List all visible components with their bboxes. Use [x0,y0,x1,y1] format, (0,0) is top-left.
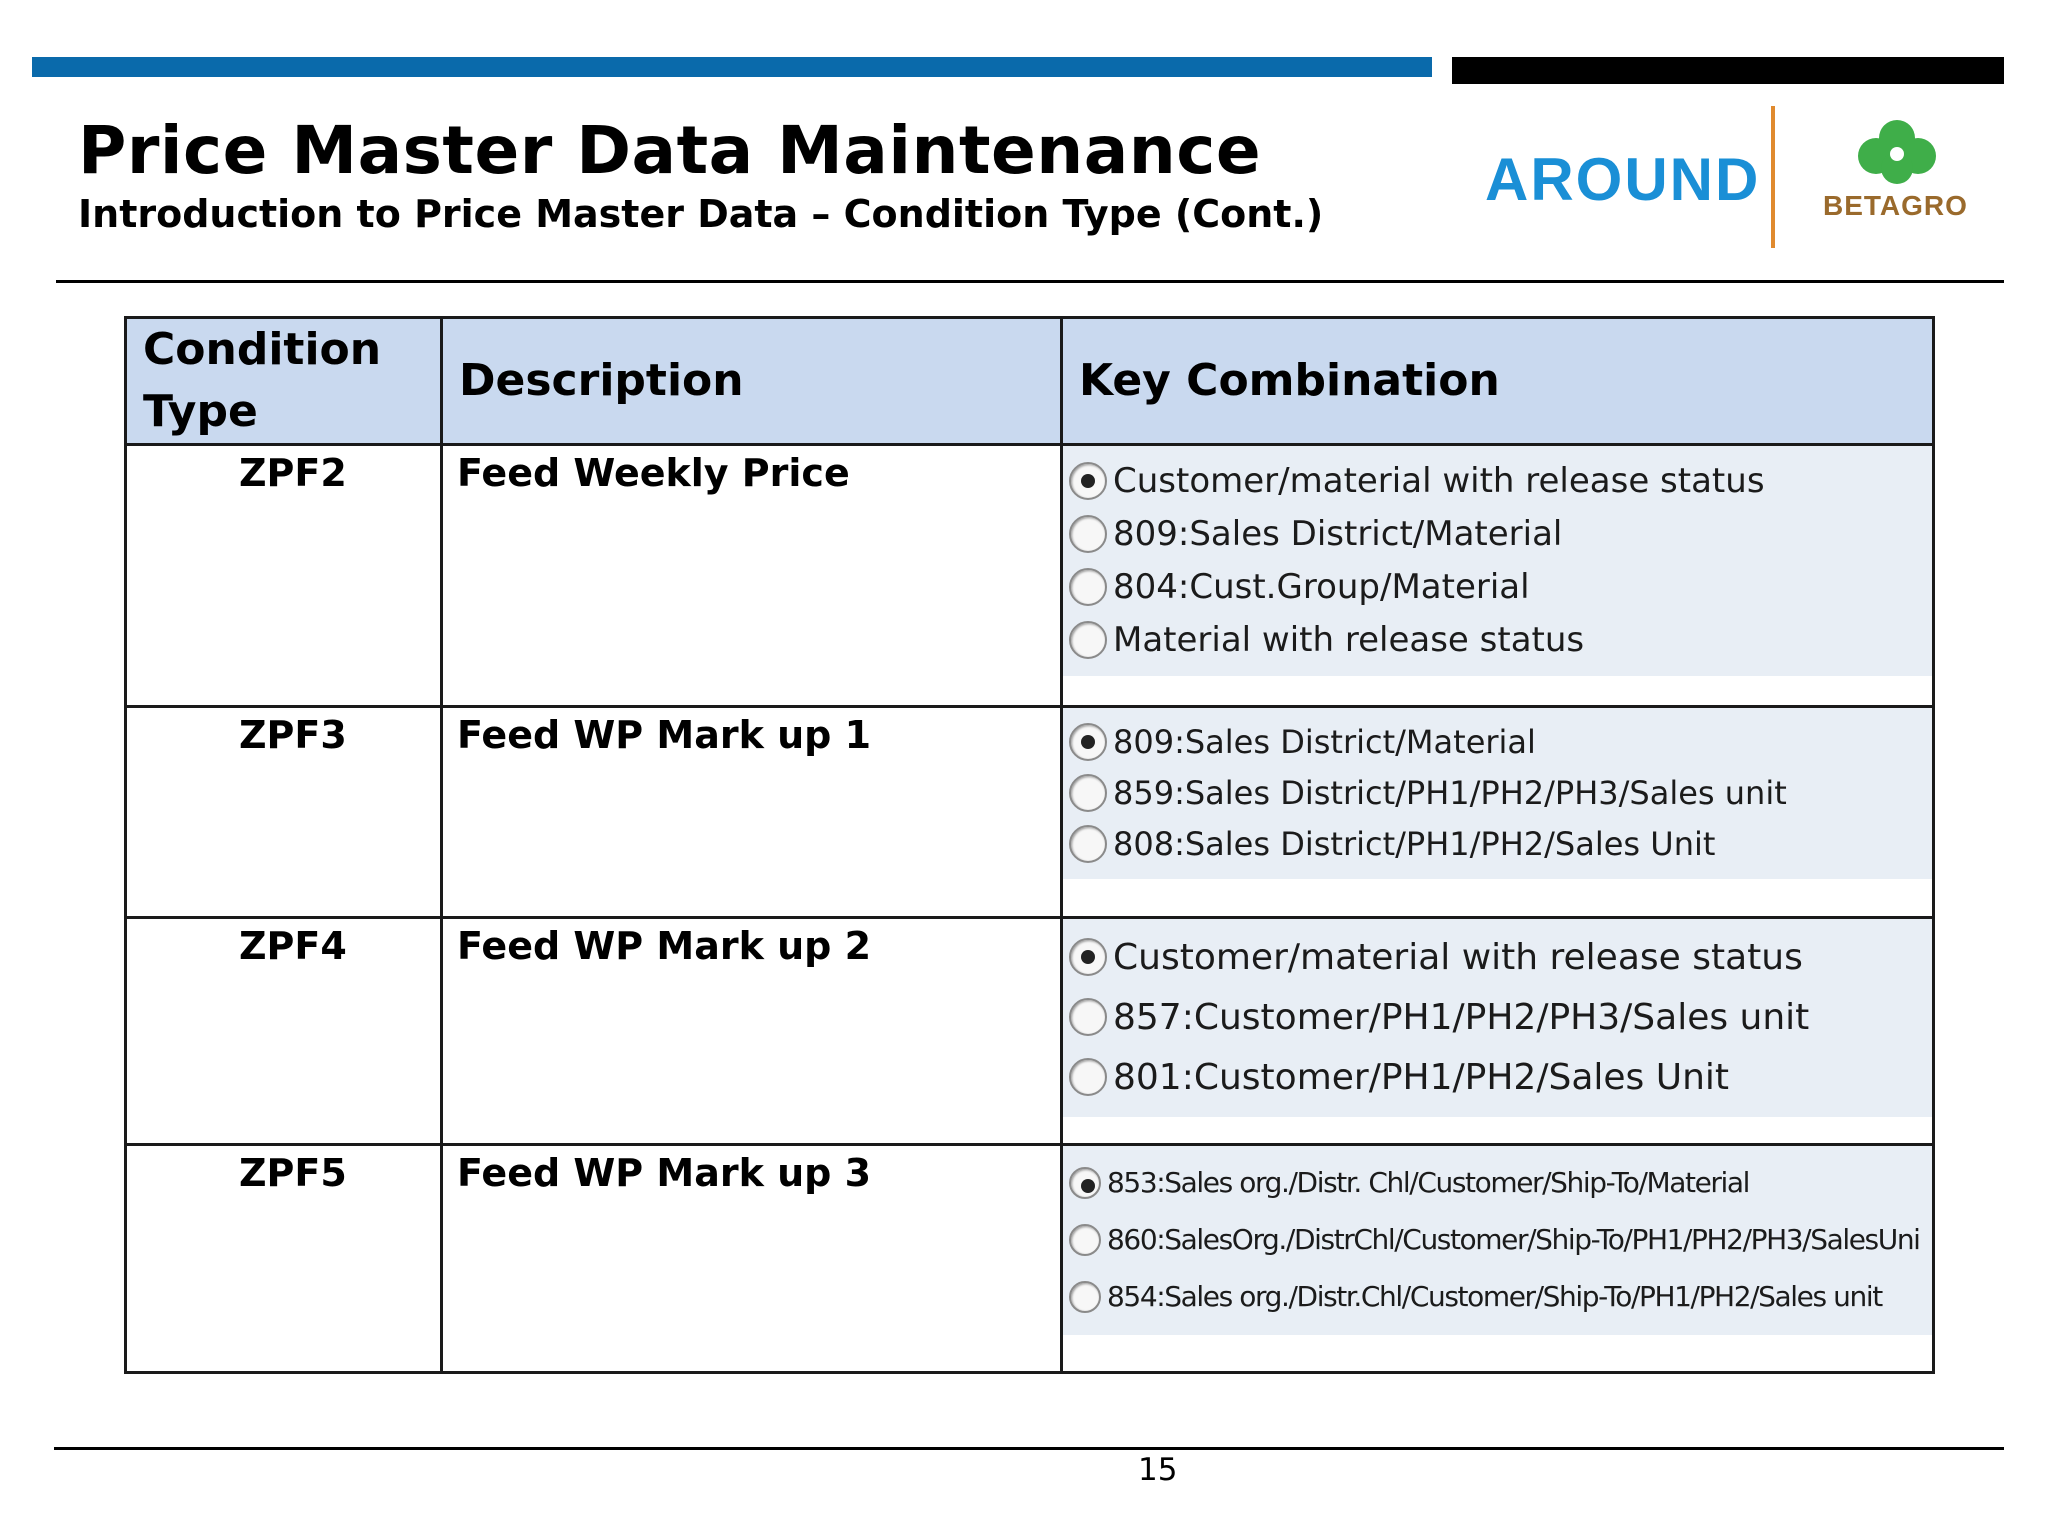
page-number: 15 [1138,1452,1178,1488]
radio-button[interactable] [1069,568,1107,606]
radio-button[interactable] [1069,621,1107,659]
page-subtitle: Introduction to Price Master Data – Condition Type (Cont.) [78,192,1324,236]
radio-button[interactable] [1069,774,1107,812]
key-combination-radio-group [1063,919,1932,1117]
key-combination-radio-group [1063,446,1932,676]
key-option[interactable]: Customer/material with release status [1069,454,1922,507]
radio-button[interactable] [1069,515,1107,553]
key-combination-cell [1062,1145,1934,1373]
key-option[interactable]: Material with release status [1069,613,1922,666]
key-combination-radio-group [1063,708,1932,879]
footer-rule [54,1447,2004,1450]
description-cell: Feed WP Mark up 1 [442,707,1062,918]
key-option[interactable]: 857:Customer/PH1/PH2/PH3/Sales unit [1069,987,1922,1047]
condition-code-cell: ZPF3 [126,707,442,918]
key-option[interactable]: 860:SalesOrg./DistrChl/Customer/Ship-To/PH1/PH2/PH3/SalesUni [1069,1211,1922,1268]
radio-button[interactable] [1069,825,1107,863]
key-option[interactable]: 804:Cust.Group/Material [1069,560,1922,613]
condition-type-table [124,316,1935,1374]
radio-button[interactable] [1069,998,1107,1036]
key-combination-cell [1062,445,1934,707]
table-row [126,445,1934,707]
description-cell: Feed WP Mark up 3 [442,1145,1062,1373]
condition-code-cell: ZPF4 [126,918,442,1145]
condition-code-cell: ZPF2 [126,445,442,707]
key-option[interactable]: 809:Sales District/Material [1069,507,1922,560]
key-option[interactable]: 854:Sales org./Distr.Chl/Customer/Ship-To/PH1/PH2/Sales unit [1069,1268,1922,1325]
condition-code-cell: ZPF5 [126,1145,442,1373]
column-header-key-combination: Key Combination [1062,318,1934,445]
table-row [126,918,1934,1145]
table-header-row [126,318,1934,445]
key-option[interactable]: 808:Sales District/PH1/PH2/Sales Unit [1069,818,1922,869]
key-option[interactable]: 853:Sales org./Distr. Chl/Customer/Ship-To/Material [1069,1154,1922,1211]
radio-button[interactable] [1069,1058,1107,1096]
betagro-logo-text: BETAGRO [1823,190,1968,221]
key-combination-cell [1062,918,1934,1145]
key-combination-radio-group [1063,1146,1932,1335]
radio-button-selected[interactable] [1069,938,1107,976]
description-cell: Feed Weekly Price [442,445,1062,707]
radio-button-selected[interactable] [1069,462,1107,500]
key-option[interactable]: 809:Sales District/Material [1069,716,1922,767]
top-accent-bar-blue [32,57,1432,77]
header-rule [56,280,2004,283]
table-row [126,1145,1934,1373]
key-combination-cell [1062,707,1934,918]
key-option[interactable]: Customer/material with release status [1069,927,1922,987]
key-option[interactable]: 859:Sales District/PH1/PH2/PH3/Sales unit [1069,767,1922,818]
column-header-condition-type: Condition Type [126,318,442,445]
key-option[interactable]: 801:Customer/PH1/PH2/Sales Unit [1069,1047,1922,1107]
column-header-description: Description [442,318,1062,445]
radio-button-selected[interactable] [1069,1167,1101,1199]
around-logo: AROUND [1485,146,1761,213]
top-accent-bar-black [1452,57,2004,84]
radio-button[interactable] [1069,1281,1101,1313]
table-row [126,707,1934,918]
page-title: Price Master Data Maintenance [78,112,1262,189]
logo-divider [1771,106,1775,248]
description-cell: Feed WP Mark up 2 [442,918,1062,1145]
radio-button[interactable] [1069,1224,1101,1256]
radio-button-selected[interactable] [1069,723,1107,761]
betagro-clover-icon [1852,116,1942,194]
